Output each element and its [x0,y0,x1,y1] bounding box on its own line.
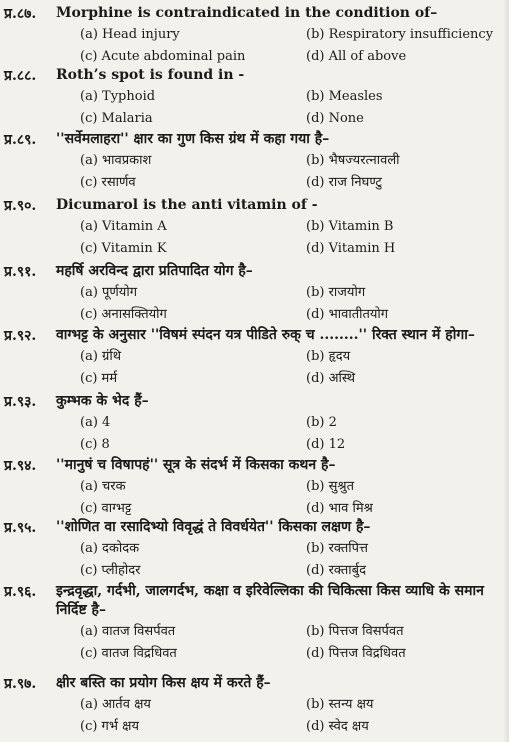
option-b: (b) रक्तपित्त [306,541,369,556]
question-text: वाग्भट्ट के अनुसार ''विषमं स्पंदन यत्र पीडिते रुक् च ........'' रिक्त स्थान में होगा– [56,327,475,343]
option-a: (a) ग्रंथि [80,349,122,364]
option-b: (b) हृदय [306,349,351,364]
question-number: प्र.८९. [4,132,37,148]
question-number: प्र.९३. [4,394,37,410]
option-d: (d) Vitamin H [306,241,396,256]
option-b: (b) भैषज्यरत्नावली [306,153,400,168]
option-b: (b) स्तन्य क्षय [306,697,374,712]
option-b: (b) Vitamin B [306,219,394,234]
page-edge-shadow [503,0,509,742]
question-text: ''शोणित वा रसादिभ्यो विवृद्धं ते विवर्धयेत'' किसका लक्षण है– [56,519,371,535]
option-c: (c) प्लीहोदर [80,563,141,578]
option-d: (d) All of above [306,49,407,64]
question-number: प्र.९४. [4,458,37,474]
option-b: (b) Measles [306,89,383,104]
question-text: Dicumarol is the anti vitamin of - [56,197,318,213]
option-a: (a) 4 [80,415,111,430]
option-c: (c) 8 [80,437,110,452]
option-a: (a) Typhoid [80,89,156,104]
question-text: इन्द्रवृद्धा, गर्दभी, जालगर्दभ, कक्षा व इरिवेल्लिका की चिकित्सा किस व्याधि के समान निर्दिष्ट है– [56,583,484,618]
question-number: प्र.९६. [4,584,37,600]
option-c: (c) Acute abdominal pain [80,49,246,64]
option-a: (a) वातज विसर्पवत [80,624,176,639]
question-text: महर्षि अरविन्द द्वारा प्रतिपादित योग है– [56,263,253,279]
option-c: (c) Vitamin K [80,241,167,256]
option-c: (c) वाग्भट्ट [80,501,132,516]
question-text: कुम्भक के भेद हैं– [56,393,149,409]
question-text: Roth’s spot is found in - [56,67,245,83]
option-a: (a) आर्तव क्षय [80,697,151,712]
question-number: प्र.९७. [4,676,37,692]
option-b: (b) सुश्रुत [306,479,354,494]
option-b: (b) राजयोग [306,285,366,300]
question-text: Morphine is contraindicated in the condition of– [56,5,438,21]
option-d: (d) भावातीतयोग [306,307,389,322]
question-number: प्र.८७. [4,6,37,22]
option-a: (a) भावप्रकाश [80,153,152,168]
option-c: (c) वातज विद्रधिवत [80,646,177,661]
option-d: (d) अस्थि [306,371,356,386]
option-d: (d) None [306,111,364,126]
option-b: (b) 2 [306,415,337,430]
question-number: प्र.९२. [4,328,37,344]
option-d: (d) स्वेद क्षय [306,719,369,734]
option-b: (b) Respiratory insufficiency [306,27,494,42]
option-b: (b) पित्तज विसर्पवत [306,624,404,639]
option-a: (a) पूर्णयोग [80,285,138,300]
option-d: (d) भाव मिश्र [306,501,373,516]
option-d: (d) राज निघण्टु [306,175,382,190]
option-a: (a) Vitamin A [80,219,167,234]
question-number: प्र.९५. [4,520,37,536]
question-number: प्र.९०. [4,198,37,214]
option-a: (a) दकोदक [80,541,140,556]
question-text: ''मानुषं च विषापहं'' सूत्र के संदर्भ में किसका कथन है– [56,457,336,473]
option-c: (c) गर्भ क्षय [80,719,140,734]
option-a: (a) Head injury [80,27,180,42]
question-number: प्र.९१. [4,264,37,280]
question-number: प्र.८८. [4,68,37,84]
option-a: (a) चरक [80,479,126,494]
option-c: (c) अनासक्तियोग [80,307,167,322]
option-c: (c) रसार्णव [80,175,136,190]
option-d: (d) 12 [306,437,346,452]
question-text: क्षीर बस्ति का प्रयोग किस क्षय में करते हैं– [56,675,271,691]
option-d: (d) रक्तार्बुद [306,563,366,578]
option-c: (c) मर्म [80,371,118,386]
question-text: ''सर्वेमलाहरा'' क्षार का गुण किस ग्रंथ में कहा गया है– [56,131,330,147]
option-d: (d) पित्तज विद्रधिवत [306,646,406,661]
option-c: (c) Malaria [80,111,153,126]
